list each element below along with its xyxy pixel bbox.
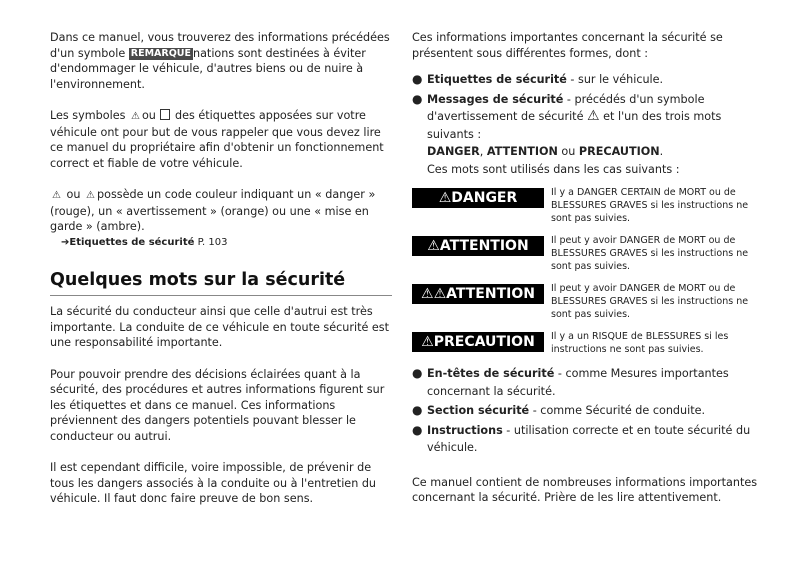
signal-word-list	[412, 186, 758, 356]
safety-paragraph-1: La sécurité du conducteur ainsi que celle d'autrui est très importante. La conduite de ce véhicule en toute sécurité est une responsabilité importante.	[50, 305, 390, 349]
warning-book-icon: ⚠	[86, 190, 95, 201]
bullet-icon: ●	[412, 91, 423, 106]
warning-triangle-icon: ⚠	[130, 111, 140, 122]
arrow-icon: ➔	[61, 236, 70, 248]
bullet-safety-labels: ● Etiquettes de sécurité - sur le véhicule.	[412, 71, 758, 89]
signal-description: Il y a un RISQUE de BLESSURES si les instructions ne sont pas suivies.	[551, 331, 729, 355]
bullet-icon: ●	[412, 72, 423, 86]
signal-description: Il peut y avoir DANGER de MORT ou de BLESSURES GRAVES si les instructions ne sont pas suivies.	[551, 235, 749, 272]
intro-paragraph: Ces informations importantes concernant la sécurité se présentent sous différentes formes, dont :	[412, 31, 723, 60]
signal-words-intro: Ces mots sont utilisés dans les cas suivants :	[427, 162, 680, 176]
bullet-safety-messages: ● Messages de sécurité - précédés d'un symbole d'avertissement de sécurité ⚠ et l'un des trois mots suivants : DANGER, ATTENTION ou PRECAUTION.	[412, 91, 722, 158]
section-heading: Quelques mots sur la sécurité	[50, 269, 392, 296]
right-column	[412, 30, 758, 506]
signal-label: ⚠PRECAUTION	[412, 332, 544, 352]
symbols-paragraph: Les symboles ⚠ ou des étiquettes apposées sur votre véhicule ont pour but de vous rappeler que vous devez lire ce manuel du propriétaire afin d'obtenir un fonctionnement correct et fiable de votre véhicule.	[50, 109, 384, 170]
remarque-paragraph: Dans ce manuel, vous trouverez des informations précédées d'un symbole REMARQUE nations sont destinées à éviter d'endommager le véhicule, d'autres biens ou de nuire à l'environnement.	[50, 31, 390, 91]
remarque-tag: REMARQUE	[130, 47, 191, 59]
book-icon	[160, 109, 170, 120]
warning-triangle-icon: ⚠	[52, 190, 61, 201]
signal-label: ⚠⚠ATTENTION	[412, 284, 544, 304]
left-column	[50, 30, 392, 507]
bullet-icon: ●	[412, 403, 423, 417]
signal-precaution	[412, 330, 758, 356]
bullet-safety-section: ● Section sécurité - comme Sécurité de conduite.	[412, 402, 758, 420]
safety-paragraph-3: Il est cependant difficile, voire impossible, de prévenir de tous les dangers associés à la conduite ou à l'entretien du véhicule. Il faut donc faire preuve de bon sens.	[50, 461, 377, 505]
signal-label: ⚠DANGER	[412, 188, 544, 208]
signal-description: Il y a DANGER CERTAIN de MORT ou de BLESSURES GRAVES si les instructions ne sont pas suivies.	[551, 187, 749, 224]
signal-danger	[412, 186, 758, 225]
warning-triangle-icon: ⚠	[587, 108, 600, 124]
cross-reference-link[interactable]: ➔Etiquettes de sécurité P. 103	[61, 236, 228, 248]
signal-description: Il peut y avoir DANGER de MORT ou de BLESSURES GRAVES si les instructions ne sont pas suivies.	[551, 283, 749, 320]
bullet-icon: ●	[412, 366, 423, 380]
signal-attention	[412, 234, 758, 273]
safety-paragraph-2: Pour pouvoir prendre des décisions éclairées quant à la sécurité, des procédures et autres informations figurent sur les étiquettes et dans ce manuel. Ces informations préviennent des dangers potentiels pouvant blesser le conducteur ou autrui.	[50, 367, 385, 443]
outro-paragraph: Ce manuel contient de nombreuses informations importantes concernant la sécurité. Prière de les lire attentivement.	[412, 475, 758, 504]
signal-label: ⚠ATTENTION	[412, 236, 544, 256]
bullet-instructions: ● Instructions - utilisation correcte et en toute sécurité du véhicule.	[412, 422, 751, 454]
color-code-paragraph: ⚠ ou ⚠ possède un code couleur indiquant un « danger » (rouge), un « avertissement » (orange) ou une « mise en garde » (ambre).	[50, 188, 376, 233]
bullet-icon: ●	[412, 422, 423, 437]
bullet-safety-headings: ● En-têtes de sécurité - comme Mesures importantes concernant la sécurité.	[412, 366, 729, 398]
signal-attention-double	[412, 282, 758, 321]
